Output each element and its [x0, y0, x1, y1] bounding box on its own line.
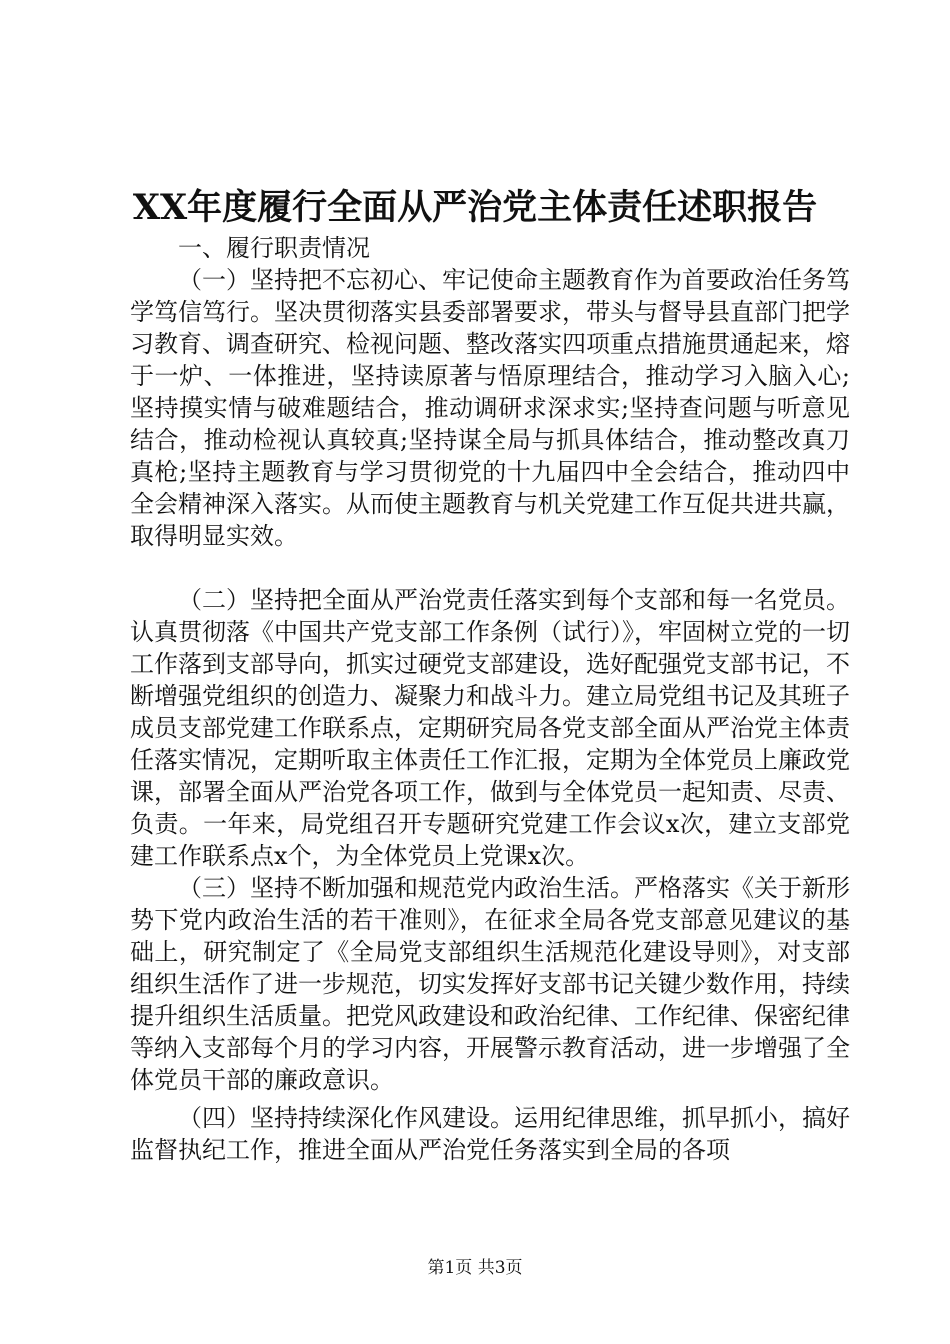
- paragraph-2: （二）坚持把全面从严治党责任落实到每个支部和每一名党员。认真贯彻落《中国共产党支部工作条例（试行）》，牢固树立党的一切工作落到支部导向，抓实过硬党支部建设，选好配强党支部书记，不断增强党组织的创造力、凝聚力和战斗力。建立局党组书记及其班子成员支部党建工作联系点，定期研究局各党支部全面从严治党主体责任落实情况，定期听取主体责任工作汇报，定期为全体党员上廉政党课，部署全面从严治党各项工作，做到与全体党员一起知责、尽责、负责。一年来，局党组召开专题研究党建工作会议x次，建立支部党建工作联系点x个，为全体党员上党课x次。: [130, 586, 850, 870]
- paragraph-1: （一）坚持把不忘初心、牢记使命主题教育作为首要政治任务笃学笃信笃行。坚决贯彻落实县委部署要求，带头与督导县直部门把学习教育、调查研究、检视问题、整改落实四项重点措施贯通起来，熔于一炉、一体推进，坚持读原著与悟原理结合，推动学习入脑入心;坚持摸实情与破难题结合，推动调研求深求实;坚持查问题与听意见结合，推动检视认真较真;坚持谋全局与抓具体结合，推动整改真刀真枪;坚持主题教育与学习贯彻党的十九届四中全会结合，推动四中全会精神深入落实。从而使主题教育与机关党建工作互促共进共赢，取得明显实效。: [130, 266, 850, 550]
- page-number-footer: 第1页 共3页: [427, 1258, 523, 1278]
- paragraph-3: （三）坚持不断加强和规范党内政治生活。严格落实《关于新形势下党内政治生活的若干准则》，在征求全局各党支部意见建议的基础上，研究制定了《全局党支部组织生活规范化建设导则》，对支部组织生活作了进一步规范，切实发挥好支部书记关键少数作用，持续提升组织生活质量。把党风政建设和政治纪律、工作纪律、保密纪律等纳入支部每个月的学习内容，开展警示教育活动，进一步增强了全体党员干部的廉政意识。: [130, 874, 850, 1094]
- paragraph-4: （四）坚持持续深化作风建设。运用纪律思维，抓早抓小，搞好监督执纪工作，推进全面从严治党任务落实到全局的各项: [130, 1104, 850, 1164]
- section-heading: 一、履行职责情况: [178, 234, 370, 262]
- document-body: [130, 232, 850, 1166]
- document-title: XX年度履行全面从严治党主体责任述职报告: [132, 187, 818, 228]
